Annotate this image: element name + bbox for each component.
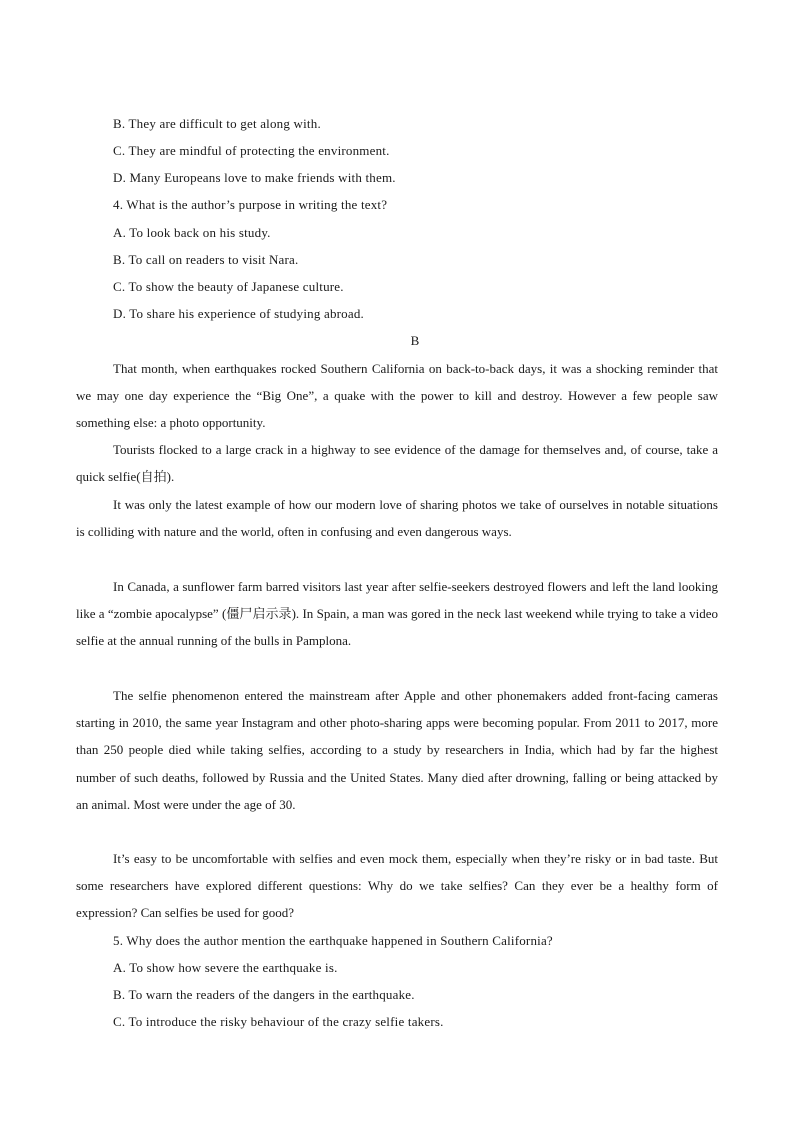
q5-stem: 5. Why does the author mention the earthquake happened in Southern California? [113, 933, 553, 948]
q4-option-b: B. To call on readers to visit Nara. [113, 252, 299, 267]
passage-paragraph-5: The selfie phenomenon entered the mainstream after Apple and other phonemakers added front-facing cameras starting in 2010, the same year Instagram and other photo-sharing apps were becoming popular. From 2011 to 2017, more than 250 people died while taking selfies, according to a study by researchers in India, which had by far the highest number of such deaths, followed by Russia and the United States. Many died after drowning, falling or being attacked by an animal. Most were under the age of 30. [76, 688, 718, 812]
passage-paragraph-1: That month, when earthquakes rocked Southern California on back-to-back days, it was a shocking reminder that we may one day experience the “Big One”, a quake with the power to kill and destroy. However a few people saw something else: a photo opportunity. [76, 361, 718, 431]
passage-paragraph-6: It’s easy to be uncomfortable with selfies and even mock them, especially when they’re risky or in bad taste. But some researchers have explored different questions: Why do we take selfies? Can they ever be a healthy form of expression? Can selfies be used for good? [76, 851, 718, 921]
q3-option-b: B. They are difficult to get along with. [113, 116, 321, 131]
passage-b-label: B [410, 333, 420, 348]
q4-option-a: A. To look back on his study. [113, 225, 271, 240]
q3-option-c: C. They are mindful of protecting the environment. [113, 143, 390, 158]
q5-option-b: B. To warn the readers of the dangers in the earthquake. [113, 987, 415, 1002]
passage-paragraph-4: In Canada, a sunflower farm barred visitors last year after selfie-seekers destroyed flowers and left the land looking like a “zombie apocalypse” (僵尸启示录). In Spain, a man was gored in the neck last weekend while trying to take a video selfie at the annual running of the bulls in Pamplona. [76, 579, 718, 649]
q5-option-a: A. To show how severe the earthquake is. [113, 960, 338, 975]
q4-option-c: C. To show the beauty of Japanese culture. [113, 279, 344, 294]
q3-option-d: D. Many Europeans love to make friends with them. [113, 170, 396, 185]
q5-option-c: C. To introduce the risky behaviour of the crazy selfie takers. [113, 1014, 444, 1029]
q4-stem: 4. What is the author’s purpose in writing the text? [113, 197, 388, 212]
passage-paragraph-2: Tourists flocked to a large crack in a highway to see evidence of the damage for themselves and, of course, take a quick selfie(自拍). [76, 442, 718, 485]
q4-option-d: D. To share his experience of studying abroad. [113, 306, 365, 321]
passage-paragraph-3: It was only the latest example of how our modern love of sharing photos we take of ourselves in notable situations is colliding with nature and the world, often in confusing and even dangerous ways. [76, 497, 718, 540]
